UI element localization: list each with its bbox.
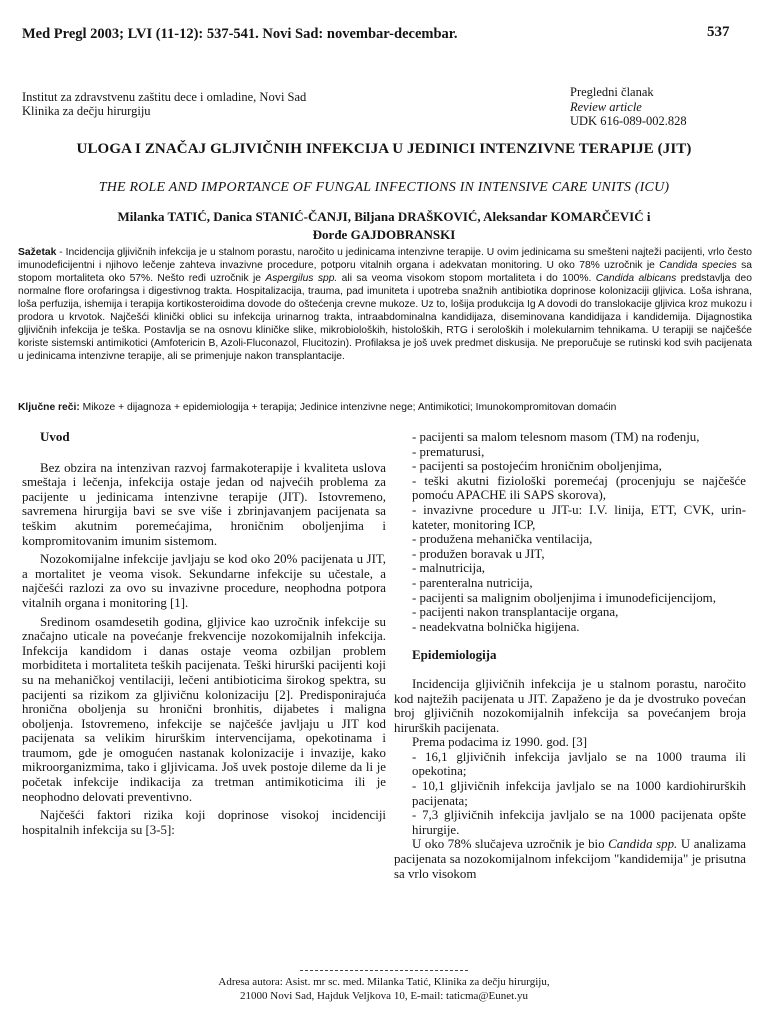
uvod-paragraph-1: Bez obzira na intenzivan razvoj farmakoterapije i kvaliteta uslova smeštaja i lečenja, infekcija ostaje jedan od najvećih problema za pacijente u jedinicama intenzivne terapije (JIT). Istovremeno, savremena hirurgija bavi se sve više i zbrinjavanjem pacijenata sa teškim akutnim poremećajima, hroničnim oboljenjima i kompromitovanim imunim sistemom. — [22, 460, 386, 548]
keywords — [18, 401, 752, 414]
article-title-english: THE ROLE AND IMPORTANCE OF FUNGAL INFECTIONS IN INTENSIVE CARE UNITS (ICU) — [98, 180, 670, 195]
udk-code: UDK 616-089-002.828 — [570, 114, 687, 128]
uvod-paragraph-4: Najčešći faktori rizika koji doprinose visokoj incidenciji hospitalnih infekcija su [3-5]: — [22, 808, 386, 837]
list-item: - produžena mehanička ventilacija, — [412, 532, 593, 547]
footer-divider — [300, 970, 468, 971]
section-heading-uvod: Uvod — [40, 429, 70, 444]
authors-line-1: Milanka TATIĆ, Danica STANIĆ-ČANJI, Biljana DRAŠKOVIĆ, Aleksandar KOMARČEVIĆ i — [117, 209, 651, 224]
risk-factor-list — [394, 430, 746, 634]
uvod-paragraph-3: Sredinom osamdesetih godina, gljivice kao uzročnik infekcije su značajno uticale na povećanje frekvencije nozokomijalnih infekcija. Infekcija kandidom i danas ostaje veoma ozbiljan problem morbiditeta i mortaliteta teških pacijenata. Teški hirurški pacijenti koji su na mehaničkoj ventilaciji, lečeni antibioticima širokog spektra, su pacijenti sa rizikom za gljivičnu kolonizaciju [2]. Predisponirajuća hronična oboljenja su hronični bronhitis, dijabetes i maligna oboljenja. Istovremeno, infekcije se najčešće javljaju u JIT kod pacijenata sa velikim hirurškim intervencijama, opekotinama i traumom, gde je omogućen nastanak kolonizacije i invazije, kako mikroorganizmima, tako i gljivicama. Još uvek postoje dileme da li je početak infekcije indikacija za tretman antimikoticima ili je neophodno delovati preventivno. — [22, 614, 386, 804]
right-column — [394, 430, 746, 881]
abstract-species-2: Aspergilus spp. — [265, 273, 338, 284]
section-heading-epidemiologija: Epidemiologija — [412, 647, 497, 663]
authors — [14, 208, 754, 244]
epi-paragraph-3-start: U oko 78% slučajeva uzročnik je bio — [412, 837, 609, 852]
keywords-text: Mikoze + dijagnoza + epidemiologija + terapija; Jedinice intenzivne nege; Antimikotici; Imunokompromitovan domaćin — [79, 402, 617, 413]
epi-paragraph-2: Prema podacima iz 1990. god. [3] — [412, 735, 588, 750]
institution-block — [22, 90, 306, 118]
article-type-block — [570, 85, 687, 129]
abstract — [18, 246, 752, 363]
epi-paragraph-3-species: Candida spp. — [608, 837, 678, 852]
institution-name: Institut za zdravstvenu zaštitu dece i omladine, Novi Sad — [22, 90, 307, 104]
article-type-sr: Pregledni članak — [570, 85, 654, 99]
abstract-text-1: - Incidencija gljivičnih infekcija je u stalnom porastu, naročito u jedinicama intenzivne terapije. U ovim jedinicama su smešteni najteži pacijenti, vrlo često imunodeficijentni i njihovo lečenje zahteva invazivne procedure, potporu vitalnih organa i adekvatan monitoring. U oko 78% uzročnik je — [18, 247, 752, 271]
epi-paragraph-1: Incidencija gljivičnih infekcija je u stalnom porastu, naročito kod najtežih pacijenata u JIT. Zapaženo je da je dvostruko povećan broj gljivičnih nozokomijalnih infekcija sa povećanjem broja hirurških pacijenata. — [394, 676, 746, 735]
epi-paragraph-3 — [394, 837, 746, 881]
list-item: - invazivne procedure u JIT-u: I.V. linija, ETT, CVK, urin-kateter, monitoring ICP, — [412, 502, 746, 532]
abstract-species-3: Candida albicans — [595, 273, 677, 284]
left-column — [22, 430, 386, 837]
abstract-label: Sažetak — [18, 247, 57, 258]
list-item: - prematurusi, — [412, 444, 485, 459]
list-item: - pacijenti sa postojećim hroničnim oboljenjima, — [412, 459, 662, 474]
list-item: - pacijenti sa malom telesnom masom (TM) na rođenju, — [412, 430, 700, 444]
epi-paragraph-3-end: U analizama pacijenata sa nozokomijalnom infekcijom "kandidemija" je prisutna sa vrlo visokom — [394, 837, 746, 881]
list-item: - 16,1 gljivičnih infekcija javljalo se na 1000 trauma ili opekotina; — [412, 749, 746, 779]
abstract-species-1: Candida species — [659, 260, 737, 271]
article-title: ULOGA I ZNAČAJ GLJIVIČNIH INFEKCIJA U JEDINICI INTENZIVNE TERAPIJE (JIT) — [76, 141, 692, 157]
list-item: - parenteralna nutricija, — [412, 575, 533, 590]
uvod-paragraph-2: Nozokomijalne infekcije javljaju se kod oko 20% pacijenata u JIT, a mortalitet je veoma visok. Sekundarne infekcije su učestale, a najčešći razlozi za ovo su invazivne procedure, neophodna potpora vitalnih organa i monitoring [1]. — [22, 552, 386, 610]
list-item: - pacijenti nakon transplantacije organa, — [412, 605, 619, 620]
journal-citation: Med Pregl 2003; LVI (11-12): 537-541. Novi Sad: novembar-decembar. — [22, 26, 458, 42]
author-address — [14, 975, 754, 1003]
list-item: - neadekvatna bolnička higijena. — [412, 619, 580, 634]
address-line-1: Adresa autora: Asist. mr sc. med. Milanka Tatić, Klinika za dečju hirurgiju, — [218, 976, 550, 988]
article-type-en: Review article — [570, 99, 642, 114]
authors-line-2: Đorđe GAJDOBRANSKI — [312, 227, 456, 242]
abstract-text-2: sa stopom mortaliteta oko 57%. Nešto ređi uzročnik je — [18, 260, 752, 284]
list-item: - pacijenti sa malignim oboljenjima i imunodeficijencijom, — [412, 590, 716, 605]
abstract-text-4: predstavlja deo normalne flore orofaringsa i digestivnog trakta. Hospitalizacija, trauma, pad imuniteta i upotreba snažnih antibiotika doprinose kolonizaciji gljivica. Loša ishrana, loša perfuzija, ishemija i terapija kortikosteroidima dovode do oštećenja crevne mukoze. Uz to, lošija produkcija Ig A dovodi do translokacije gljivica kroz mukozu i prodora u krvotok. Najčešći klinički oblici su infekcija urinarnog trakta, intraabdominalna kandidijaza, diseminovana kandidijaza i kandidemija. Dijagnostika gljivičnih infekcija je teška. Postavlja se na osnovu kliničke slike, mikrobioloških, histoloških, RTG i seroloških i molekularnim tehnikama. U terapiji se najčešće koriste sistemski antimikotici (Amfotericin B, Azoli-Fluconazol, Flucitozin). Profilaksa je još uvek predmet diskusija. Ne preporučuje se rutinski kod svih pacijenata u jedinicama intenzivne terapije, ali se primenjuje nakon transplantacije. — [18, 273, 752, 362]
abstract-text-3: ali sa veoma visokom stopom mortaliteta i do 100%. — [337, 273, 596, 284]
list-item: - 10,1 gljivičnih infekcija javljalo se na 1000 kardiohirurških pacijenata; — [412, 779, 746, 808]
page-number: 537 — [707, 24, 730, 40]
list-item: - malnutricija, — [412, 561, 486, 576]
list-item: - 7,3 gljivičnih infekcija javljalo se na 1000 pacijenata opšte hirurgije. — [412, 808, 746, 837]
keywords-label: Ključne reči: — [18, 402, 80, 413]
clinic-name: Klinika za dečju hirurgiju — [22, 104, 151, 118]
list-item: - teški akutni fiziološki poremećaj (procenjuju se najčešće pomoću APACHE ili SAPS skorova), — [412, 473, 746, 503]
list-item: - produžen boravak u JIT, — [412, 546, 545, 561]
address-line-2: 21000 Novi Sad, Hajduk Veljkova 10, E-mail: taticma@Eunet.yu — [240, 990, 528, 1002]
incidence-list — [394, 750, 746, 838]
